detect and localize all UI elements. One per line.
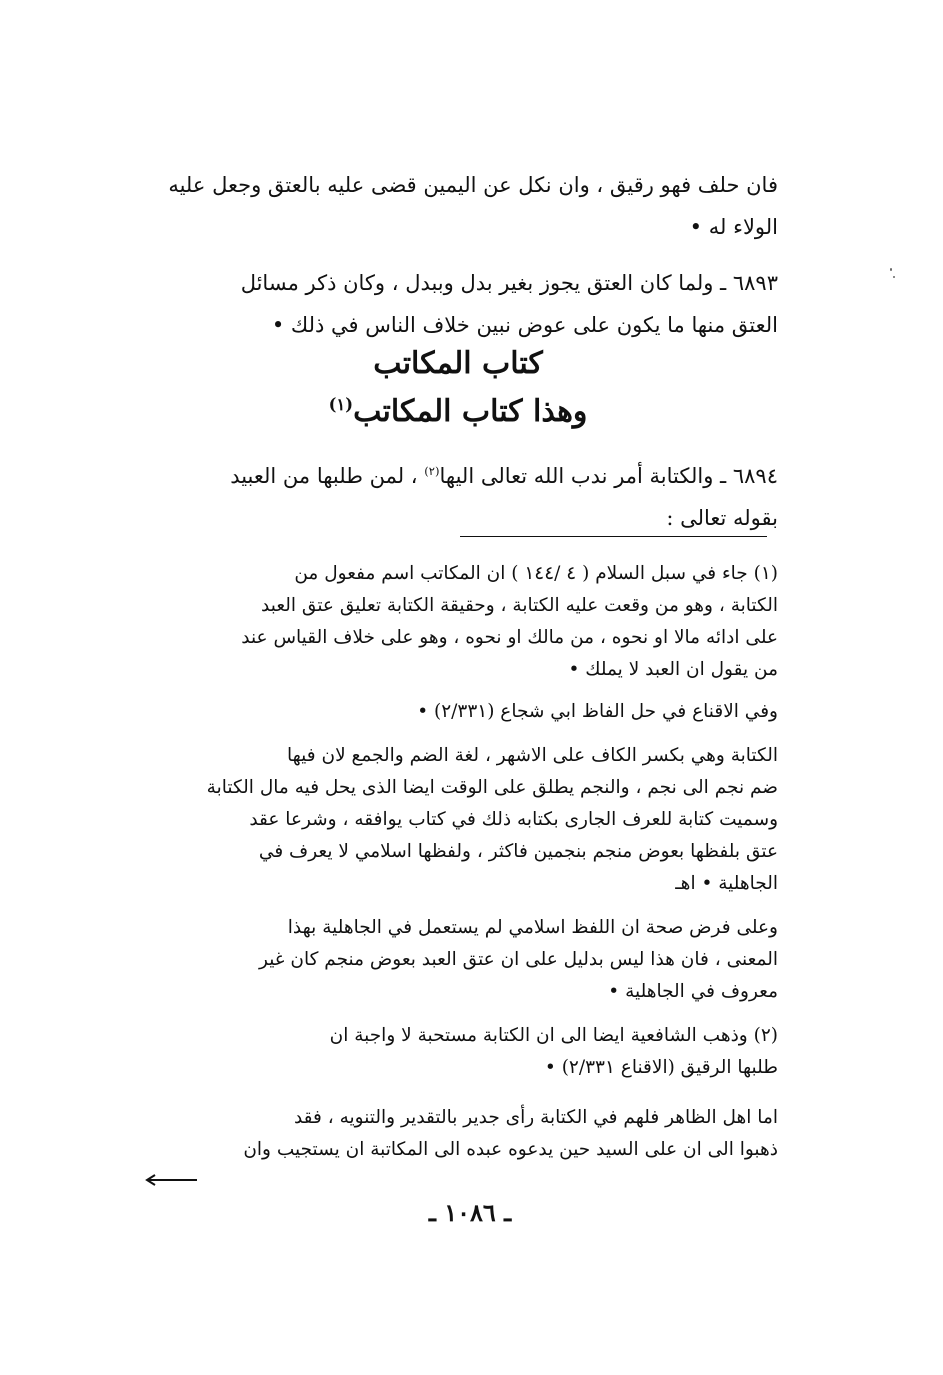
footnote-2 (138, 1020, 778, 1084)
footnote-line: الكتابة ، وهو من وقعت عليه الكتابة ، وحقيقة الكتابة تعليق عتق العبد (261, 595, 778, 616)
subtitle-text: وهذا كتاب المكاتب (353, 394, 588, 429)
footnote-1-comment (138, 912, 778, 1008)
text-line: العتق منها ما يكون على عوض نبين خلاف الناس في ذلك • (271, 313, 778, 337)
paragraph-6893 (138, 262, 778, 346)
footnote-1 (138, 558, 778, 686)
footnote-marker: (٢) (424, 464, 440, 478)
footnote-2-continuation (138, 1102, 778, 1166)
paragraph-1 (138, 164, 778, 248)
page-number: ـ ١٠٨٦ ـ (428, 1198, 512, 1227)
text-line: بقوله تعالى : (666, 506, 778, 530)
footnote-line: وسميت كتابة للعرف الجارى بكتابه ذلك في كتاب يوافقه ، وشرعا عقد (249, 809, 778, 830)
text-line: فان حلف فهو رقيق ، وان نكل عن اليمين قضى عليه بالعتق وجعل عليه (168, 173, 778, 197)
footnote-line: المعنى ، فان هذا ليس بدليل على ان عتق العبد بعوض منجم كان غير (259, 949, 778, 970)
footnote-line: اما اهل الظاهر فلهم في الكتابة رأى جدير بالتقدير والتنويه ، فقد (293, 1107, 778, 1128)
scan-speck (893, 276, 895, 278)
chapter-subtitle (138, 394, 778, 429)
footnote-line: الجاهلية • اهـ (675, 873, 778, 894)
footnote-line: الكتابة وهي بكسر الكاف على الاشهر ، لغة الضم والجمع لان فيها (287, 745, 778, 766)
scan-speck (890, 268, 892, 271)
text-segment: ٦٨٩٤ ـ والكتابة أمر ندب الله تعالى اليها (439, 464, 778, 488)
chapter-title: كتاب المكاتب (373, 346, 543, 381)
footnote-1-reference (138, 696, 778, 728)
footnote-line: (١) جاء في سبل السلام ( ٤ /١٤٤ ) ان المكاتب اسم مفعول من (294, 563, 778, 584)
footnote-line: وعلى فرض صحة ان اللفظ اسلامي لم يستعمل في الجاهلية بهذا (287, 917, 778, 938)
footnote-line: (٢) وذهب الشافعية ايضا الى ان الكتابة مستحبة لا واجبة ان (329, 1025, 778, 1046)
left-arrow-icon (143, 1172, 199, 1188)
text-line: ٦٨٩٣ ـ ولما كان العتق يجوز بغير بدل وببدل ، وكان ذكر مسائل (240, 271, 778, 295)
footnote-1-definition (138, 740, 778, 900)
footnote-line: عتق بلفظها بعوض منجم بنجمين فاكثر ، ولفظها اسلامي لا يعرف في (258, 841, 778, 862)
footnote-line: ضم نجم الى نجم ، والنجم يطلق على الوقت ايضا الذى يحل فيه مال الكتابة (206, 777, 778, 798)
text-segment: ، لمن طلبها من العبيد (230, 464, 418, 488)
footnote-line: من يقول ان العبد لا يملك • (568, 659, 778, 680)
footnote-line: على ادائه مالا او نحوه ، من مالك او نحوه ، وهو على خلاف القياس عند (241, 627, 778, 648)
text-line: الولاء له • (689, 215, 778, 239)
footnote-separator (460, 536, 767, 537)
footnote-line: وفي الاقناع في حل الفاظ ابي شجاع (٢/٣٣١) • (417, 701, 778, 722)
paragraph-6894 (138, 450, 778, 539)
footnote-line: طلبها الرقيق (الاقناع ٢/٣٣١) • (544, 1057, 778, 1078)
footnote-line: ذهبوا الى ان على السيد حين يدعوه عبده الى المكاتبة ان يستجيب وان (243, 1139, 778, 1160)
footnote-line: معروف في الجاهلية • (608, 981, 778, 1002)
footnote-marker: (١) (328, 395, 354, 414)
text-line (138, 450, 778, 497)
